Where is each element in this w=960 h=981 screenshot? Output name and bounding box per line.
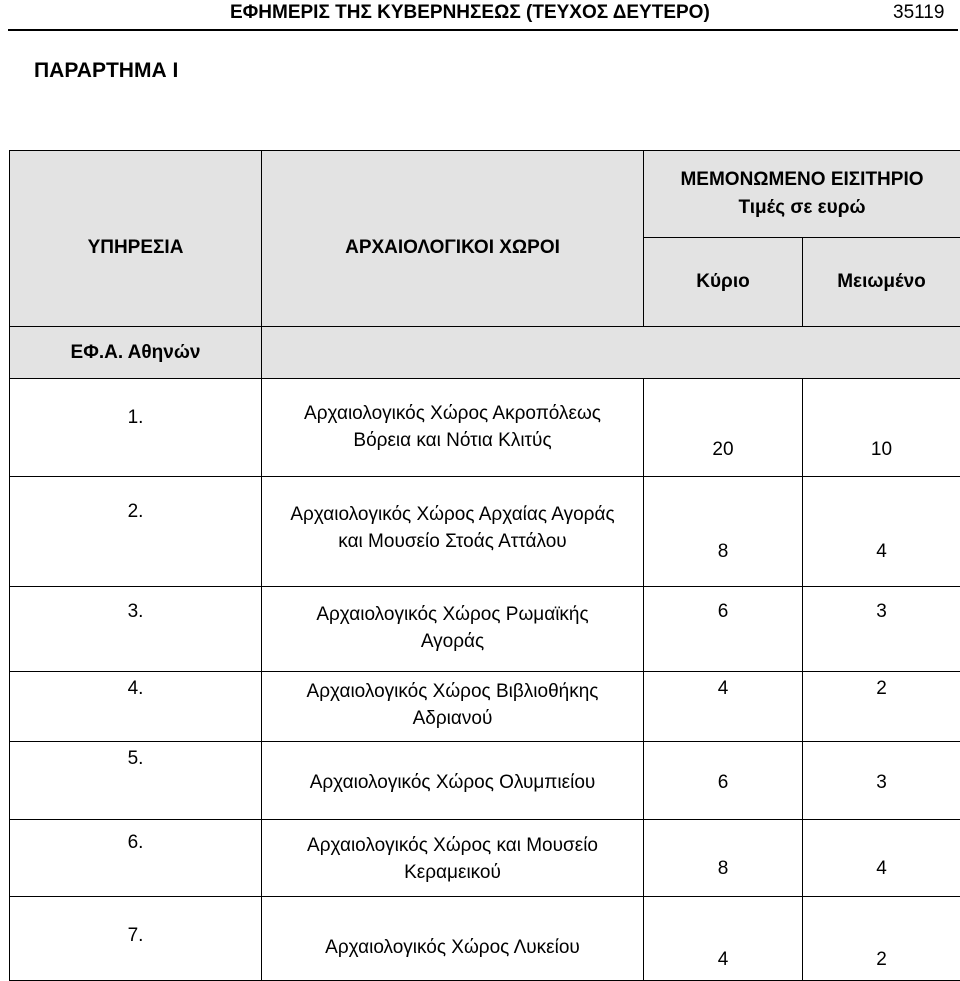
column-header-service: ΥΠΗΡΕΣΙΑ — [10, 151, 262, 327]
site-name-line1: Αρχαιολογικός Χώρος Ολυμπιείου — [262, 772, 643, 794]
row-number: 6. — [10, 820, 262, 897]
column-header-reduced: Μειωμένο — [803, 238, 960, 327]
price-reduced: 4 — [803, 820, 960, 897]
row-number: 5. — [10, 742, 262, 820]
site-name-line1: Αρχαιολογικός Χώρος και Μουσείο — [262, 832, 643, 859]
ticket-header-line1: ΜΕΜΟΝΩΜΕΝΟ ΕΙΣΙΤΗΡΙΟ — [644, 166, 960, 194]
site-name-line2: Βόρεια και Νότια Κλιτύς — [262, 427, 643, 454]
row-number: 2. — [10, 477, 262, 587]
table-row — [10, 587, 960, 672]
price-main: 20 — [644, 379, 803, 477]
table-row — [10, 379, 960, 477]
table-row — [10, 742, 960, 820]
page-number: 35119 — [893, 2, 944, 24]
site-name — [262, 742, 644, 820]
price-main: 8 — [644, 820, 803, 897]
gazette-title: ΕΦΗΜΕΡΙΣ ΤΗΣ ΚΥΒΕΡΝΗΣΕΩΣ (ΤΕΥΧΟΣ ΔΕΥΤΕΡΟ) — [230, 2, 710, 24]
header-divider — [8, 29, 958, 31]
site-name-line2: και Μουσείο Στοάς Αττάλου — [262, 528, 643, 555]
row-number: 3. — [10, 587, 262, 672]
site-name-line2: Κεραμεικού — [262, 859, 643, 886]
site-name-line2: Αδριανού — [262, 705, 643, 732]
site-name — [262, 477, 644, 587]
price-main: 6 — [644, 742, 803, 820]
row-number: 4. — [10, 672, 262, 742]
price-main: 4 — [644, 672, 803, 742]
column-header-ticket — [644, 151, 960, 238]
price-reduced: 10 — [803, 379, 960, 477]
row-number: 1. — [10, 379, 262, 477]
price-reduced: 2 — [803, 672, 960, 742]
site-name — [262, 672, 644, 742]
site-name-line1: Αρχαιολογικός Χώρος Βιβλιοθήκης — [262, 678, 643, 705]
column-header-main: Κύριο — [644, 238, 803, 327]
table-row — [10, 672, 960, 742]
site-name — [262, 587, 644, 672]
site-name-line1: Αρχαιολογικός Χώρος Λυκείου — [262, 937, 643, 959]
ticket-header-line2: Τιμές σε ευρώ — [644, 194, 960, 222]
price-main: 8 — [644, 477, 803, 587]
site-name-line2: Αγοράς — [262, 628, 643, 655]
section-label: ΕΦ.Α. Αθηνών — [10, 327, 262, 379]
price-reduced: 3 — [803, 587, 960, 672]
column-header-sites: ΑΡΧΑΙΟΛΟΓΙΚΟΙ ΧΩΡΟΙ — [262, 151, 644, 327]
site-name — [262, 820, 644, 897]
table-row — [10, 477, 960, 587]
price-main: 4 — [644, 897, 803, 981]
price-reduced: 4 — [803, 477, 960, 587]
site-name-line1: Αρχαιολογικός Χώρος Ρωμαϊκής — [262, 601, 643, 628]
site-name-line1: Αρχαιολογικός Χώρος Αρχαίας Αγοράς — [262, 501, 643, 528]
row-number: 7. — [10, 897, 262, 981]
ticket-price-table — [9, 150, 960, 981]
site-name-line1: Αρχαιολογικός Χώρος Ακροπόλεως — [262, 400, 643, 427]
table-row — [10, 820, 960, 897]
price-main: 6 — [644, 587, 803, 672]
price-reduced: 3 — [803, 742, 960, 820]
section-spacer — [262, 327, 960, 379]
annex-title: ΠΑΡΑΡΤΗΜΑ Ι — [34, 59, 178, 83]
site-name — [262, 379, 644, 477]
price-reduced: 2 — [803, 897, 960, 981]
